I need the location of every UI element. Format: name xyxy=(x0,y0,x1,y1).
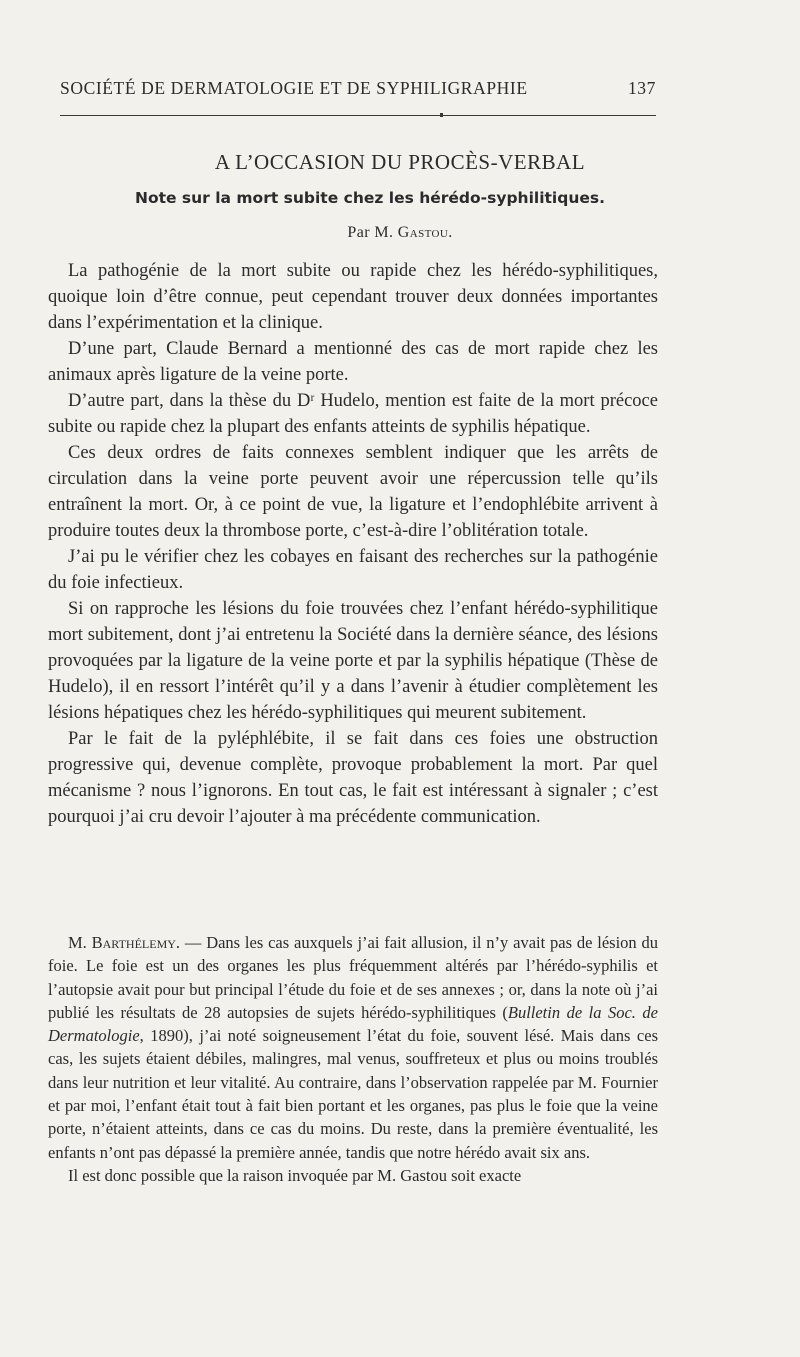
paragraph: Par le fait de la pyléphlébite, il se fait dans ces foies une obstruction progressive qui, devenue complète, provoque probablement la mort. Par quel mécanisme ? nous l’ignorons. En tout cas, le fait est intéressant à signaler ; c’est pourquoi j’ai cru devoir l’ajouter à ma précédente communication. xyxy=(48,729,658,827)
article-body xyxy=(48,258,658,830)
discussion xyxy=(48,931,658,1187)
byline-author: Gastou. xyxy=(397,224,453,241)
running-head xyxy=(60,78,656,99)
discussion-speaker: M. Barthélemy. xyxy=(68,933,181,952)
page-number: 137 xyxy=(627,78,656,98)
running-title: SOCIÉTÉ DE DERMATOLOGIE ET DE SYPHILIGRAPHIE xyxy=(60,78,528,98)
note-title: Note sur la mort subite chez les hérédo-syphilitiques. xyxy=(134,189,605,207)
paragraph: J’ai pu le vérifier chez les cobayes en faisant des recherches sur la pathogénie du foie infectieux. xyxy=(48,547,658,593)
paragraph: D’autre part, dans la thèse du Dʳ Hudelo, mention est faite de la mort précoce subite ou rapide chez la plupart des enfants atteints de syphilis hépatique. xyxy=(48,391,658,437)
paragraph: Ces deux ordres de faits connexes semblent indiquer que les arrêts de circulation dans la veine porte peuvent avoir une répercussion telle qu’ils entraînent la mort. Or, à ce point de vue, la ligature et l’endophlébite arrivent à produire toutes deux la thrombose porte, c’est-à-dire l’oblitération totale. xyxy=(48,443,658,541)
byline-prefix: Par M. xyxy=(347,224,398,241)
discussion-text: , 1890), j’ai noté soigneusement l’état du foie, souvent lésé. Mais dans ces cas, les sujets étaient débiles, malingres, mal venus, souffreteux et plus ou moins troublés dans leur nutrition et leur vitalité. Au contraire, dans l’observation rappelée par M. Fournier et par moi, l’enfant était tout à fait bien portant et les organes, pas plus le foie que la veine porte, n’étaient atteints, dans ce cas du moins. Du reste, dans la première éventualité, les enfants n’ont pas dépassé la première année, tandis que notre hérédo avait six ans. xyxy=(48,1026,658,1162)
discussion-text: — Dans les cas auxquels j’ai fait allusion, il n’y avait pas de lésion du foie. Le foie est un des organes les plus fréquemment altérés par l’hérédo-syphilis et l’autopsie avait pour but principal l’étude du foie et de ses annexes ; or, dans la note où j’ai publié les résultats de 28 autopsies de sujets hérédo-syphilitiques ( xyxy=(48,933,658,1022)
header-rule xyxy=(60,115,656,116)
section-title: A L’OCCASION DU PROCÈS-VERBAL xyxy=(214,150,586,174)
paragraph: La pathogénie de la mort subite ou rapide chez les hérédo-syphilitiques, quoique loin d’être connue, peut cependant trouver deux données importantes dans l’expérimentation et la clinique. xyxy=(48,261,658,333)
discussion-last-line: Il est donc possible que la raison invoquée par M. Gastou soit exacte xyxy=(68,1165,522,1185)
header-rule-mark xyxy=(440,113,443,117)
discussion-citation: Bulletin de la Soc. de Dermatologie xyxy=(48,1002,658,1046)
byline xyxy=(0,224,800,242)
discussion-paragraph xyxy=(48,931,658,1164)
paragraph: D’une part, Claude Bernard a mentionné des cas de mort rapide chez les animaux après ligature de la veine porte. xyxy=(48,339,658,385)
paragraph: Si on rapproche les lésions du foie trouvées chez l’enfant hérédo-syphilitique mort subitement, dont j’ai entretenu la Société dans la dernière séance, des lésions provoquées par la ligature de la veine porte et par la syphilis hépatique (Thèse de Hudelo), il en ressort l’intérêt qu’il y a dans l’avenir à étudier complètement les lésions hépatiques chez les hérédo-syphilitiques qui meurent subitement. xyxy=(48,599,658,723)
